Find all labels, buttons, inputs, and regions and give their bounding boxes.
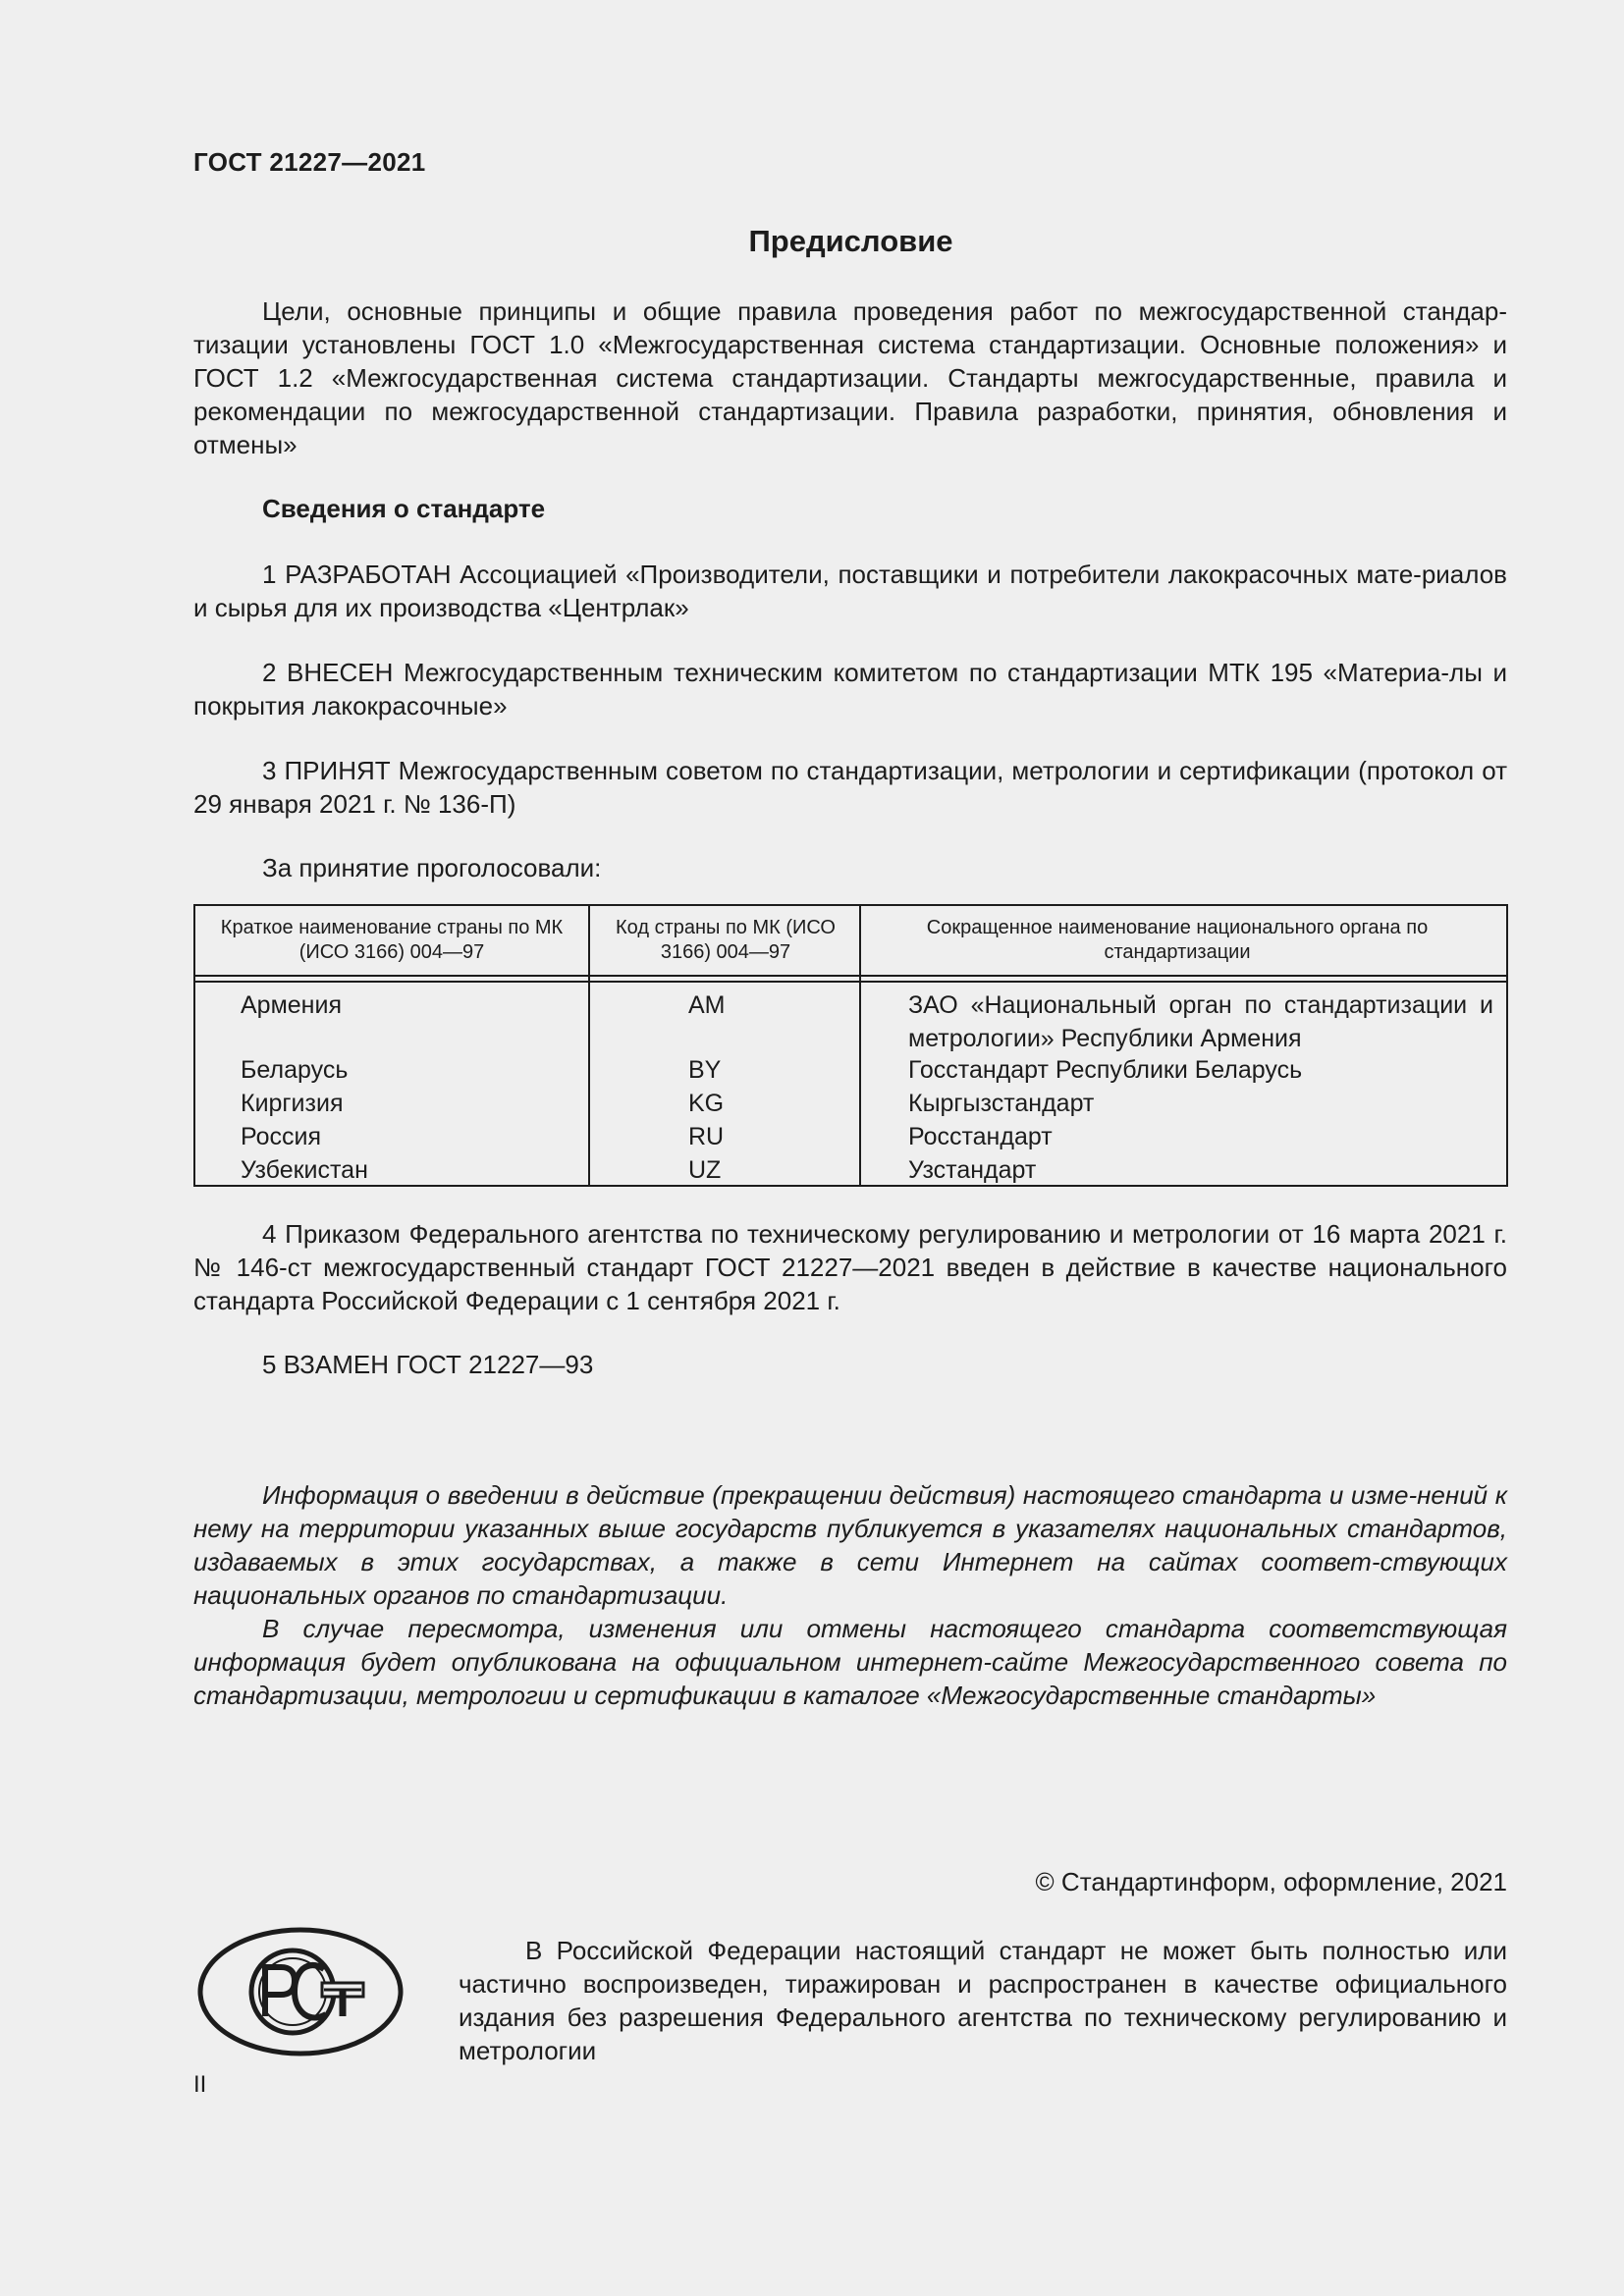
table-header-divider	[195, 975, 1506, 977]
document-number-header: ГОСТ 21227—2021	[193, 147, 426, 177]
rst-certification-mark-icon	[196, 1926, 405, 2057]
table-cell-country: Россия	[241, 1123, 321, 1150]
table-cell-code: AM	[688, 991, 726, 1019]
info-heading	[193, 492, 1507, 525]
table-cell-body: Росстандарт	[908, 1123, 1053, 1150]
info-note-2-text: В случае пересмотра, изменения или отмены настоящего стандарта соответствующая информация будет опубликована на официальном интернет-сайте Межгосударственного совета по стандартизации, метрологии и сертификации в каталоге «Межгосударственные стандарты»	[193, 1614, 1507, 1710]
item-5-text: 5 ВЗАМЕН ГОСТ 21227—93	[262, 1350, 594, 1379]
info-note-1	[193, 1478, 1507, 1612]
table-cell-body: ЗАО «Национальный орган по стандартизации и метрологии» Республики Армения	[908, 991, 1493, 1052]
info-note-2	[193, 1612, 1507, 1712]
item-2-introduced	[193, 656, 1507, 722]
table-header-code: Код страны по МК (ИСО 3166) 004—97	[616, 917, 836, 963]
item-1-developed	[193, 558, 1507, 624]
table-cell-code: UZ	[688, 1156, 722, 1184]
reproduction-notice	[459, 1934, 1507, 2067]
copyright-line: © Стандартинформ, оформление, 2021	[1035, 1867, 1507, 1896]
voted-label-text: За принятие проголосовали:	[262, 853, 602, 882]
item-3-text: 3 ПРИНЯТ Межгосударственным советом по стандартизации, метрологии и сертификации (протокол от 29 января 2021 г. № 136-П)	[193, 756, 1507, 819]
reproduction-notice-text: В Российской Федерации настоящий стандарт не может быть полностью или частично воспроизведен, тиражирован и распространен в качестве официального издания без разрешения Федерального агентства по техническому регулированию и метрологии	[459, 1936, 1507, 2065]
table-cell-country: Узбекистан	[241, 1156, 368, 1184]
table-column-divider	[588, 906, 590, 1185]
page-title: Предисловие	[748, 224, 953, 258]
intro-paragraph	[193, 294, 1507, 461]
table-header-divider	[195, 981, 1506, 983]
item-5-replaces	[193, 1348, 1507, 1381]
table-cell-code: BY	[688, 1056, 722, 1084]
table-cell-code: KG	[688, 1090, 725, 1117]
voted-label	[193, 851, 1507, 884]
item-4-text: 4 Приказом Федерального агентства по техническому регулированию и метрологии от 16 марта 2021 г. № 146-ст межгосударственный стандарт ГОСТ 21227—2021 введен в действие в качестве национального стандарта Российской Федерации с 1 сентября 2021 г.	[193, 1219, 1507, 1315]
table-column-divider	[859, 906, 861, 1185]
item-3-adopted	[193, 754, 1507, 821]
item-2-text: 2 ВНЕСЕН Межгосударственным техническим комитетом по стандартизации МТК 195 «Материа-лы и покрытия лакокрасочные»	[193, 658, 1507, 721]
item-1-text: 1 РАЗРАБОТАН Ассоциацией «Производители, поставщики и потребители лакокрасочных мате-риалов и сырья для их производства «Центрлак»	[193, 560, 1507, 622]
table-cell-body: Кыргызстандарт	[908, 1090, 1095, 1117]
table-cell-country: Армения	[241, 991, 342, 1019]
table-cell-country: Беларусь	[241, 1056, 349, 1084]
table-cell-country: Киргизия	[241, 1090, 344, 1117]
table-cell-code: RU	[688, 1123, 725, 1150]
item-4-enacted	[193, 1217, 1507, 1317]
table-header-country: Краткое наименование страны по МК (ИСО 3166) 004—97	[220, 917, 564, 963]
voting-countries-table	[193, 904, 1508, 1187]
table-header-body: Сокращенное наименование национального органа по стандартизации	[926, 917, 1429, 963]
info-note-1-text: Информация о введении в действие (прекращении действия) настоящего стандарта и изме-нений к нему на территории указанных выше государств публикуется в указателях национальных стандартов, издаваемых в этих государствах, а также в сети Интернет на сайтах соответ-ствующих национальных органов по стандартизации.	[193, 1480, 1507, 1610]
page-number: II	[193, 2071, 207, 2098]
table-cell-body: Узстандарт	[908, 1156, 1037, 1184]
table-cell-body: Госстандарт Республики Беларусь	[908, 1056, 1303, 1084]
intro-text: Цели, основные принципы и общие правила проведения работ по межгосударственной стандар-тизации установлены ГОСТ 1.0 «Межгосударственная система стандартизации. Основные положения» и ГОСТ 1.2 «Межгосударственная система стандартизации. Стандарты межгосударственные, правила и рекомендации по межгосударственной стандартизации. Правила разработки, принятия, обновления и отмены»	[193, 296, 1507, 459]
info-heading-text: Сведения о стандарте	[262, 494, 546, 523]
